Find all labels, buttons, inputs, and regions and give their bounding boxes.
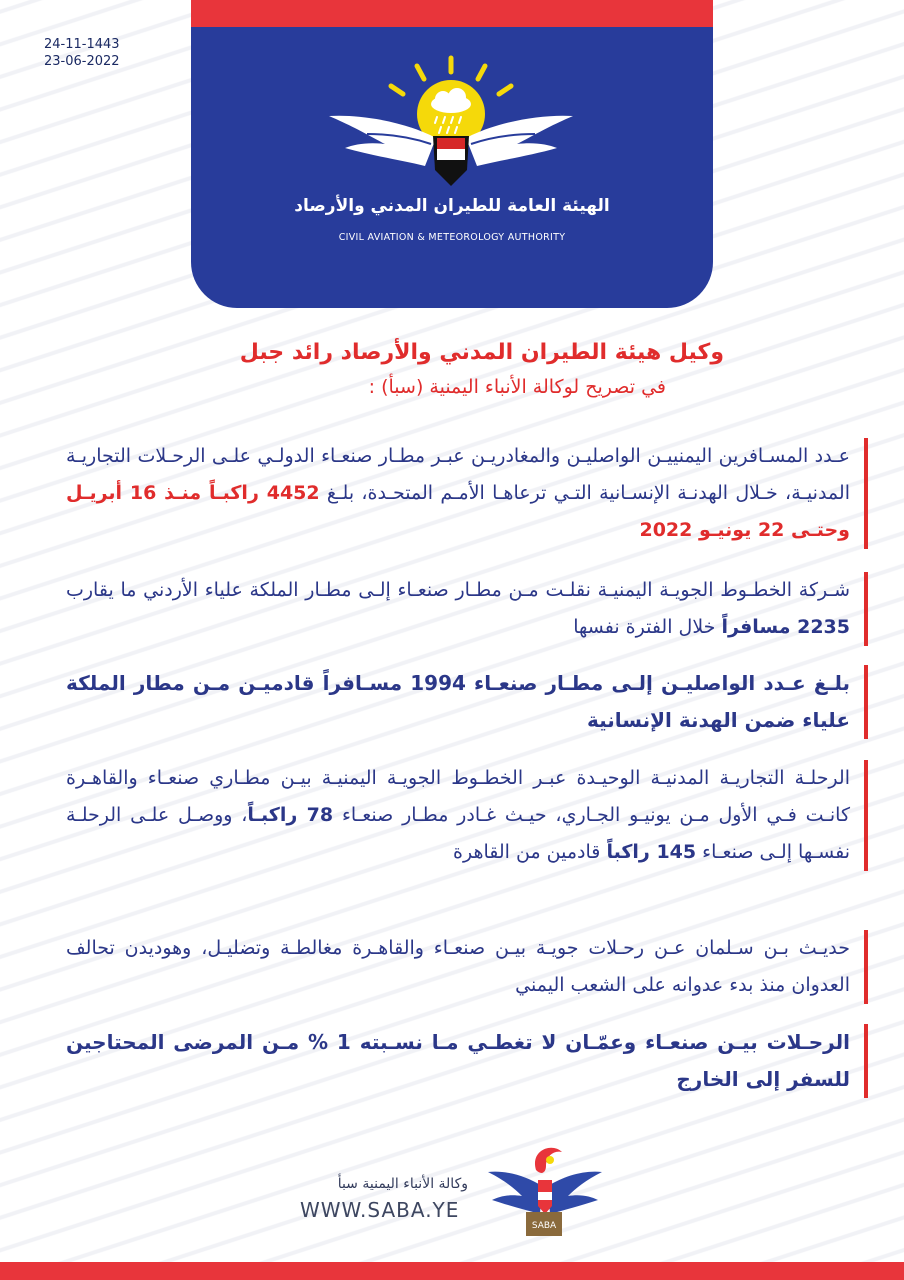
passenger-count-highlight: 4452 راكبـاً منـذ 16 أبريـل وحتـى 22 يونيـو 2022 [66, 482, 850, 541]
footer-text [300, 1176, 480, 1222]
paragraph-cairo-flight [66, 760, 868, 871]
paragraph-tail: خلال الفترة نفسها [573, 616, 722, 638]
gregorian-date: 23-06-2022 [44, 54, 120, 69]
paragraph-text: الرحلـة التجاريـة المدنيـة الوحيـدة عبـر الخطـوط الجويـة اليمنيـة بيـن مطـاري صنعـاء والقاهـرة كانـت فـي الأول مـن يونيـو الجـاري، حيـث غـادر مطـار صنعـاء [66, 767, 851, 826]
arrived-count-strong: 145 راكباً [606, 841, 697, 863]
paragraph-text: شـركة الخطـوط الجويـة اليمنيـة نقلـت مـن مطـار صنعـاء إلـى مطـار الملكة علياء الأردني ما يقارب [66, 579, 850, 601]
paragraph-arrivals [66, 665, 868, 739]
saba-logo-icon [486, 1140, 604, 1240]
paragraph-patients [66, 1024, 868, 1098]
paragraph-tail: قادمين من القاهرة [453, 841, 607, 863]
hijri-date: 24-11-1443 [44, 37, 120, 52]
website-link[interactable]: WWW.SABA.YE [300, 1198, 460, 1222]
paragraph-jordan [66, 572, 868, 646]
paragraph-middle: ، ووصـل علـى الرحلـة نفسـها إلـى صنعـاء [66, 804, 850, 863]
passenger-count-strong: 2235 مسافراً [721, 616, 850, 638]
paragraph-text: عـدد المسـافرين اليمنييـن الواصليـن والمغادريـن عبـر مطـار صنعـاء الدولـي علـى الرحـلات التجاريـة المدنيـة، خـلال الهدنـة الإنسـانية التـي ترعاهـا الأمـم المتحـدة، بلـغ [66, 445, 850, 504]
bottom-red-strip [0, 1262, 904, 1280]
paragraph-text: حديـث بـن سـلمان عـن رحـلات جويـة بيـن صنعـاء والقاهـرة مغالطـة وتضليـل، وهوديدن تحالف العدوان منذ بدء عدوانه على الشعب اليمني [66, 937, 850, 996]
paragraph-statement [66, 930, 868, 1004]
saba-logo-text: SABA [531, 1221, 557, 1231]
authority-name-english: CIVIL AVIATION & METEOROLOGY AUTHORITY [338, 232, 566, 243]
authority-logo-icon [321, 52, 581, 202]
paragraph-text: بلـغ عـدد الواصليـن إلـى مطـار صنعـاء 1994 مسـافراً قادميـن مـن مطار الملكة علياء ضمن الهدنة الإنسانية [66, 671, 850, 732]
headline [60, 336, 724, 404]
headline-subtitle: في تصريح لوكالة الأنباء اليمنية (سبأ) : [368, 376, 666, 398]
headline-title: وكيل هيئة الطيران المدني والأرصاد رائد جبل [239, 340, 724, 365]
date-block [44, 36, 120, 70]
agency-name: وكالة الأنباء اليمنية سبأ [337, 1176, 468, 1192]
departed-count-strong: 78 راكبـاً [247, 804, 334, 826]
header-banner [191, 0, 713, 308]
paragraph-text: الرحـلات بيـن صنعـاء وعمّـان لا تغطـي مـا نسـبته 1 % مـن المرضى المحتاجين للسفر إلى الخارج [66, 1030, 850, 1091]
paragraph-passengers [66, 438, 868, 549]
header-red-strip [191, 0, 713, 27]
authority-name-arabic: الهيئة العامة للطيران المدني والأرصاد [294, 196, 610, 216]
